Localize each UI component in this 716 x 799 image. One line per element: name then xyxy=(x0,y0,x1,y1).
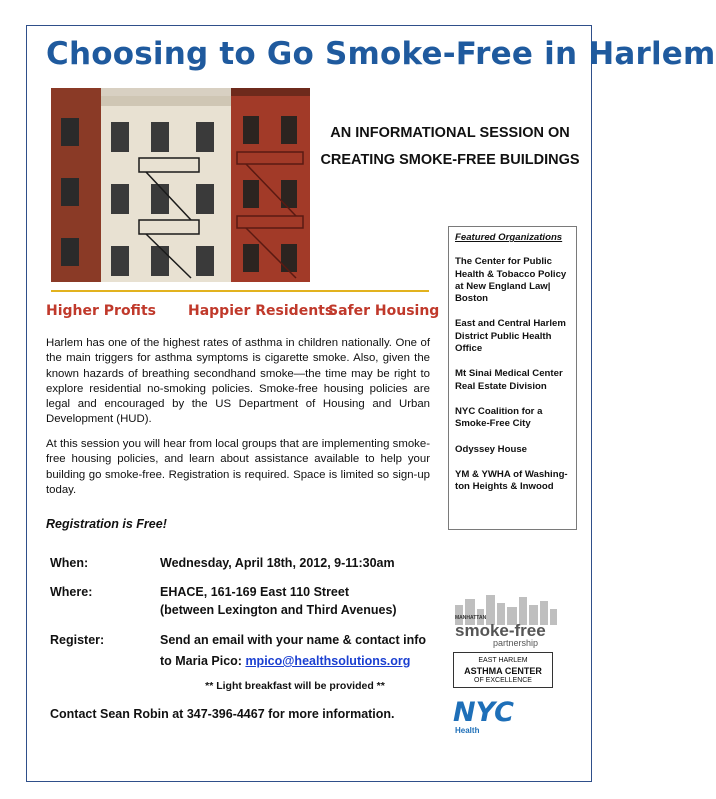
when-label: When: xyxy=(50,556,89,570)
featured-heading: Featured Organizations xyxy=(455,232,563,243)
tagline-housing: Safer Housing xyxy=(328,303,440,319)
register-label: Register: xyxy=(50,633,105,647)
register-prefix: to Maria Pico: xyxy=(160,654,246,668)
svg-text:NYC: NYC xyxy=(453,697,515,728)
session-paragraph: At this session you will hear from local groups that are implementing smoke-free housing policies, and learn about assistance available to help your building go smoke-free. Registration is required. Space is limited so sign-up today. xyxy=(46,438,430,496)
intro-paragraph: Harlem has one of the highest rates of asthma in children nationally. One of the main triggers for asthma symptoms is cigarette smoke. Also, given the known hazards of breathing secondhand smoke—the time may be right to explore residential no-smoking policies. Smoke-free housing policies are legal and encouraged by the US Department of Housing and Urban Development (HUD). xyxy=(46,337,430,426)
where-value-2: (between Lexington and Third Avenues) xyxy=(160,603,397,617)
session-subtitle xyxy=(315,120,585,174)
tagline-profits: Higher Profits xyxy=(46,303,156,319)
page-title: Choosing to Go Smoke-Free in Harlem xyxy=(46,36,716,72)
subtitle-line-2: CREATING SMOKE-FREE BUILDINGS xyxy=(320,152,580,168)
smoke-free-partnership-logo xyxy=(453,595,559,649)
contact-line: Contact Sean Robin at 347-396-4467 for more information. xyxy=(50,707,395,721)
svg-text:Health: Health xyxy=(455,726,480,735)
where-value-1: EHACE, 161-169 East 110 Street xyxy=(160,585,349,599)
org-item: Mt Sinai Medical Center Real Estate Division xyxy=(455,368,563,392)
register-value-1: Send an email with your name & contact info xyxy=(160,633,427,647)
registration-free: Registration is Free! xyxy=(46,517,167,531)
when-value: Wednesday, April 18th, 2012, 9-11:30am xyxy=(160,556,395,570)
svg-text:MANHATTAN: MANHATTAN xyxy=(455,615,487,621)
org-item: YM & YWHA of Washing-ton Heights & Inwood xyxy=(455,468,568,493)
building-photo xyxy=(51,88,310,282)
org-item: Odyssey House xyxy=(455,443,527,455)
breakfast-note: ** Light breakfast will be provided ** xyxy=(205,680,385,692)
org-item: The Center for Public Health & Tobacco Policy at New England Law| Boston xyxy=(455,256,567,305)
divider-rule xyxy=(51,290,429,292)
svg-text:smoke-free: smoke-free xyxy=(455,621,546,640)
org-item: East and Central Harlem District Public Health Office xyxy=(455,318,566,355)
svg-text:partnership: partnership xyxy=(493,638,539,648)
featured-organizations-box xyxy=(448,226,577,530)
nyc-health-logo xyxy=(453,695,533,735)
email-link[interactable]: mpico@healthsolutions.org xyxy=(245,654,411,668)
org-item: NYC Coalition for a Smoke-Free City xyxy=(455,405,543,430)
tagline-residents: Happier Residents xyxy=(188,303,334,319)
where-label: Where: xyxy=(50,585,93,599)
subtitle-line-1: AN INFORMATIONAL SESSION ON xyxy=(330,125,570,141)
register-value-2 xyxy=(160,654,410,668)
ehace-logo: EAST HARLEM ASTHMA CENTER OF EXCELLENCE xyxy=(453,652,553,688)
